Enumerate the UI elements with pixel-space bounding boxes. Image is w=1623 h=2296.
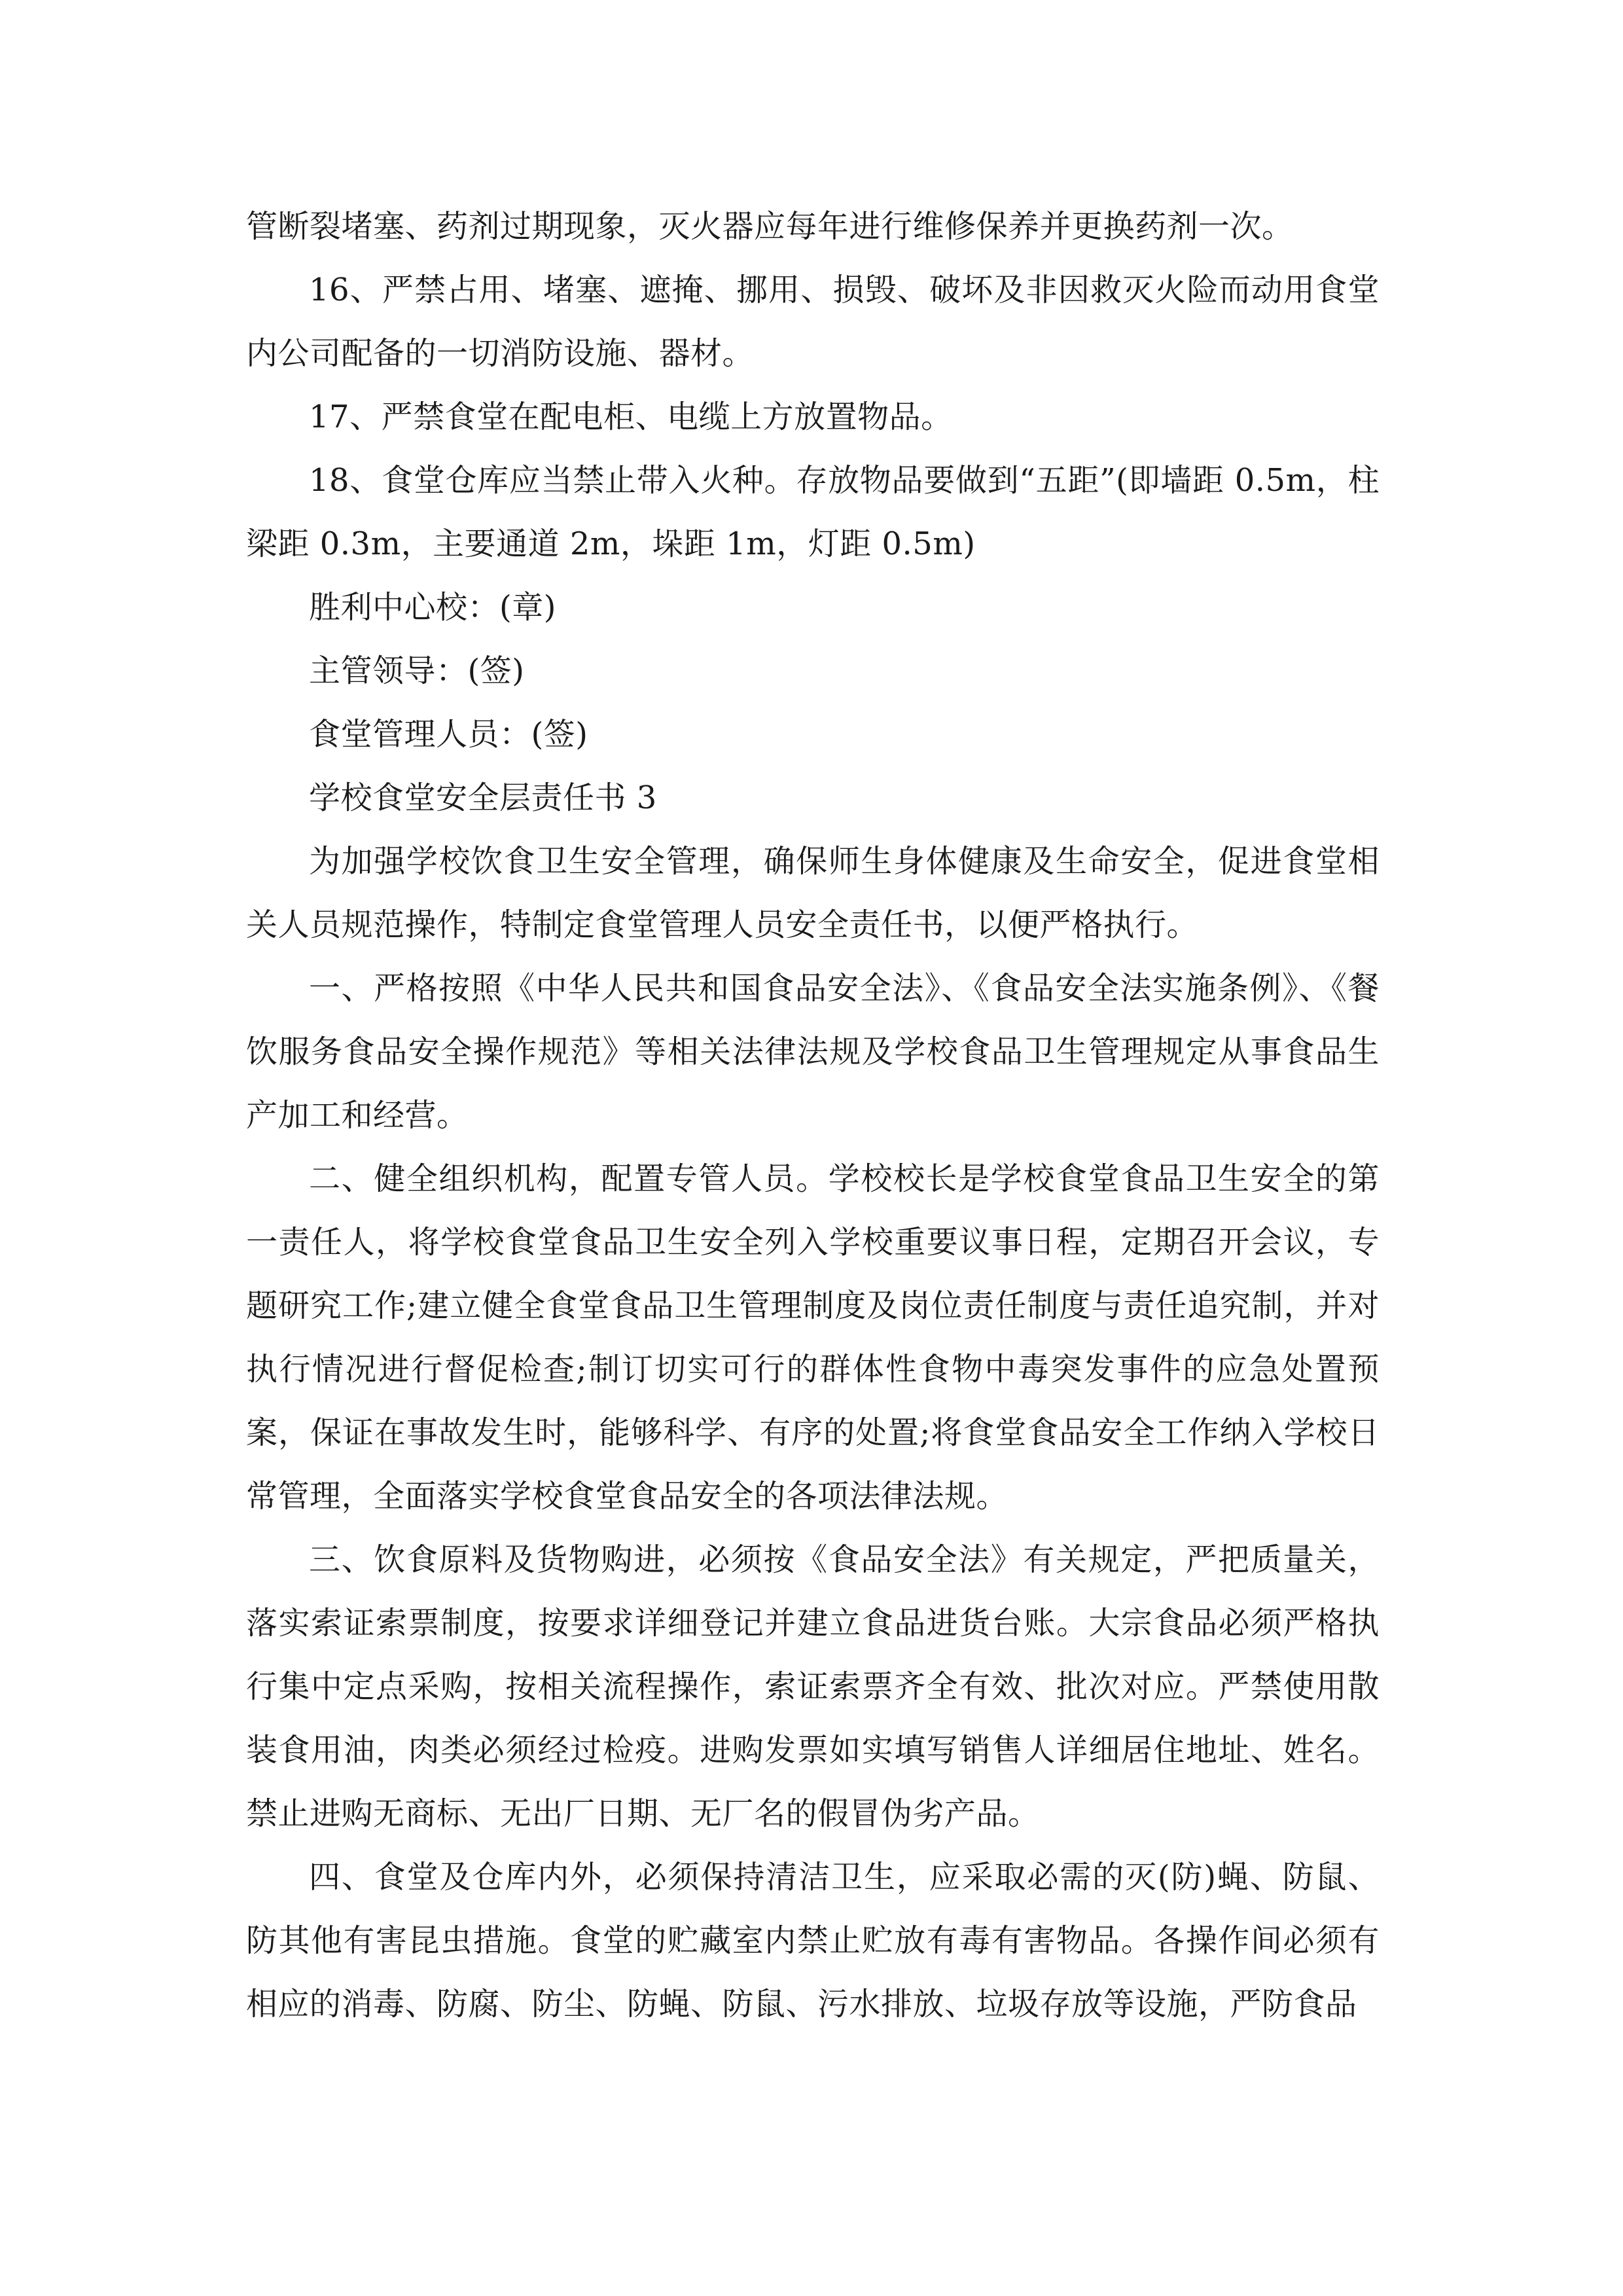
paragraph-clause-one: 一、严格按照《中华人民共和国食品安全法》、《食品安全法实施条例》、《餐饮服务食品安全操作规范》等相关法律法规及学校食品卫生管理规定从事食品生产加工和经营。 <box>246 970 1380 1134</box>
paragraph-item-17: 17、严禁食堂在配电柜、电缆上方放置物品。 <box>309 399 953 435</box>
signature-school: 胜利中心校：(章) <box>309 589 556 626</box>
paragraph-item-16: 16、严禁占用、堵塞、遮掩、挪用、损毁、破坏及非因救灭火险而动用食堂内公司配备的一切消防设施、器材。 <box>246 272 1380 372</box>
paragraph-clause-four: 四、食堂及仓库内外，必须保持清洁卫生，应采取必需的灭(防)蝇、防鼠、防其他有害昆虫措施。食堂的贮藏室内禁止贮放有毒有害物品。各操作间必须有相应的消毒、防腐、防尘、防蝇、防鼠、污水排放、垃圾存放等设施，严防食品 <box>246 1859 1380 2022</box>
signature-leader: 主管领导：(签) <box>309 653 525 689</box>
paragraph-continuation: 管断裂堵塞、药剂过期现象，灭火器应每年进行维修保养并更换药剂一次。 <box>246 208 1294 245</box>
signature-canteen-staff: 食堂管理人员：(签) <box>309 716 588 753</box>
paragraph-item-18: 18、食堂仓库应当禁止带入火种。存放物品要做到“五距”(即墙距 0.5m，柱梁距 0.3m，主要通道 2m，垛距 1m，灯距 0.5m) <box>246 462 1380 562</box>
document-body <box>246 195 1380 2036</box>
paragraph-clause-three: 三、饮食原料及货物购进，必须按《食品安全法》有关规定，严把质量关，落实索证索票制度，按要求详细登记并建立食品进货台账。大宗食品必须严格执行集中定点采购，按相关流程操作，索证索票齐全有效、批次对应。严禁使用散装食用油，肉类必须经过检疫。进购发票如实填写销售人详细居住地址、姓名。禁止进购无商标、无出厂日期、无厂名的假冒伪劣产品。 <box>246 1541 1380 1832</box>
paragraph-intro: 为加强学校饮食卫生安全管理，确保师生身体健康及生命安全，促进食堂相关人员规范操作，特制定食堂管理人员安全责任书，以便严格执行。 <box>246 843 1380 943</box>
paragraph-clause-two: 二、健全组织机构，配置专管人员。学校校长是学校食堂食品卫生安全的第一责任人，将学校食堂食品卫生安全列入学校重要议事日程，定期召开会议，专题研究工作;建立健全食堂食品卫生管理制度及岗位责任制度与责任追究制，并对执行情况进行督促检查;制订切实可行的群体性食物中毒突发事件的应急处置预案，保证在事故发生时，能够科学、有序的处置;将食堂食品安全工作纳入学校日常管理，全面落实学校食堂食品安全的各项法律法规。 <box>246 1160 1380 1515</box>
section-title: 学校食堂安全层责任书 3 <box>309 780 657 816</box>
